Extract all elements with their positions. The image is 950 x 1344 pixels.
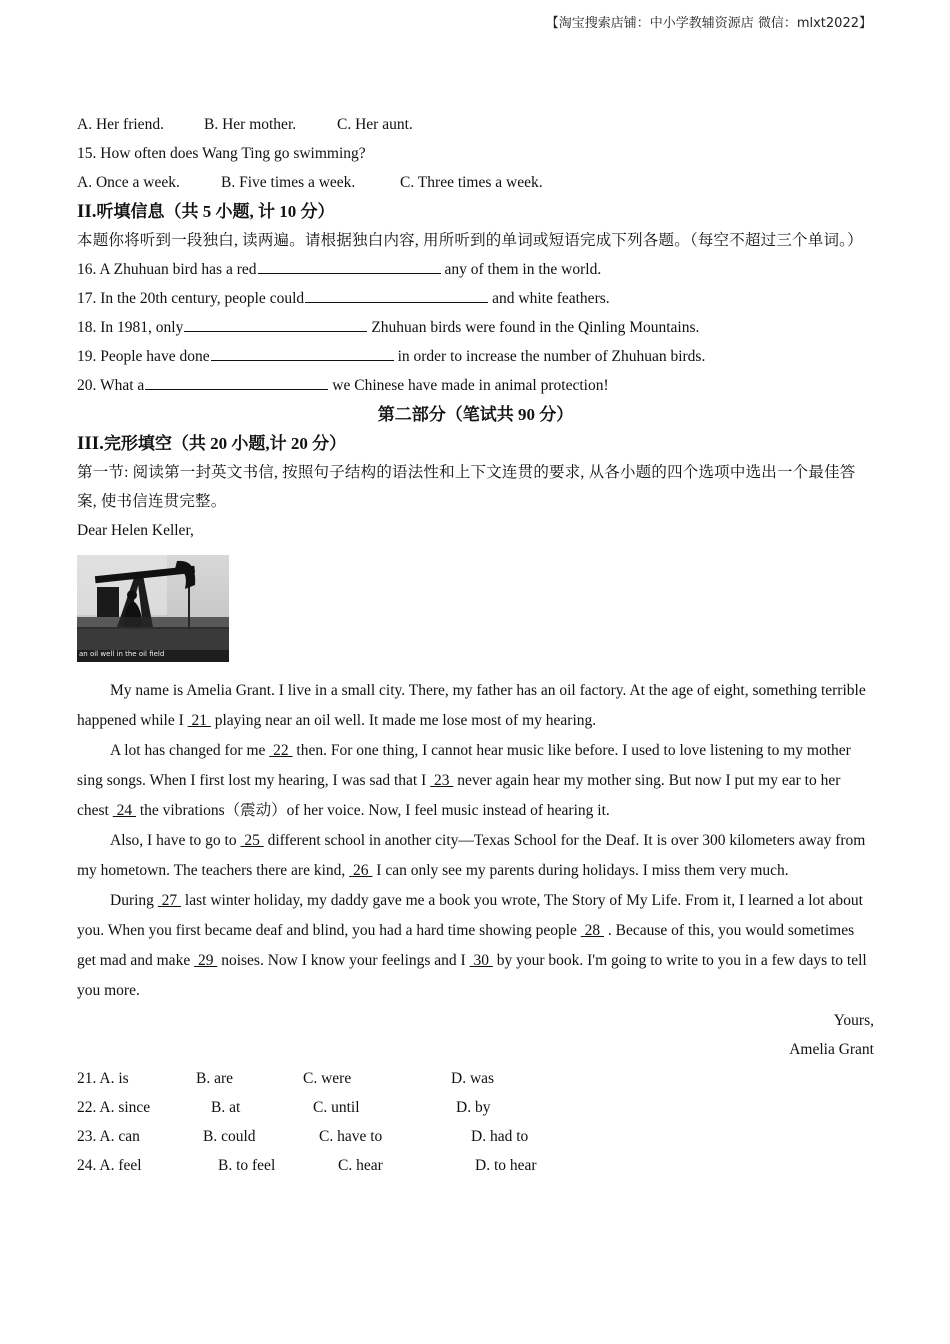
choice-d[interactable]: D. was bbox=[451, 1070, 495, 1087]
blank-21[interactable]: 21 bbox=[187, 712, 211, 729]
answer-blank[interactable] bbox=[211, 346, 394, 361]
choice-d[interactable]: D. by bbox=[456, 1099, 491, 1116]
option-a: A. Once a week. bbox=[77, 174, 180, 191]
oil-well-photo bbox=[77, 555, 229, 662]
fill-item-16: 16. A Zhuhuan bird has a red any of them in the world. bbox=[77, 261, 602, 278]
choice-row-22 bbox=[77, 1093, 874, 1122]
choice-c[interactable]: C. until bbox=[313, 1099, 360, 1116]
choice-a[interactable]: 21. A. is bbox=[77, 1070, 129, 1087]
letter-paragraph-2: A lot has changed for me 22 then. For one thing, I cannot hear music like before. I used to love listening to my mother sing songs. When I first lost my hearing, I was sad that I 23 never again hear my mother sing. But now I put my ear to her chest 24 the vibrations（震动）of her voice. Now, I feel music instead of hearing it. bbox=[77, 742, 851, 819]
q15-question: 15. How often does Wang Ting go swimming? bbox=[77, 145, 366, 162]
choice-c[interactable]: C. have to bbox=[319, 1128, 383, 1145]
blank-27[interactable]: 27 bbox=[157, 892, 182, 909]
photo-caption: an oil well in the oil field bbox=[79, 650, 165, 658]
letter-closing: Yours, bbox=[833, 1012, 874, 1029]
choice-row-23 bbox=[77, 1122, 874, 1151]
option-c: C. Her aunt. bbox=[337, 116, 413, 133]
blank-22[interactable]: 22 bbox=[269, 742, 293, 759]
blank-29[interactable]: 29 bbox=[194, 952, 218, 969]
section-2-instruction: 本题你将听到一段独白, 读两遍。请根据独白内容, 用所听到的单词或短语完成下列各题。（每空不超过三个单词。） bbox=[77, 232, 863, 249]
page-header: 【淘宝搜索店铺：中小学教辅资源店 微信：mlxt2022】 bbox=[545, 16, 872, 31]
choice-b[interactable]: B. at bbox=[211, 1099, 241, 1116]
option-a: A. Her friend. bbox=[77, 116, 164, 133]
letter-paragraph-4: During 27 last winter holiday, my daddy gave me a book you wrote, The Story of My Life. From it, I learned a lot about you. When you first became deaf and blind, you had a hard time showing people 28 . Because of this, you would sometimes get mad and make 29 noises. Now I know your feelings and I 30 by your book. I'm going to write to you in a few days to tell you more. bbox=[77, 892, 867, 999]
section-2-heading bbox=[77, 197, 874, 226]
section-3-title: 完形填空（共 20 小题,计 20 分） bbox=[103, 434, 347, 453]
exam-content bbox=[77, 110, 874, 1180]
q14-options bbox=[77, 110, 874, 139]
blank-25[interactable]: 25 bbox=[240, 832, 264, 849]
choice-row-21 bbox=[77, 1064, 874, 1093]
q15-options bbox=[77, 168, 874, 197]
choice-d[interactable]: D. had to bbox=[471, 1128, 529, 1145]
choice-c[interactable]: C. were bbox=[303, 1070, 352, 1087]
blank-24[interactable]: 24 bbox=[112, 802, 136, 819]
answer-blank[interactable] bbox=[258, 259, 441, 274]
letter-paragraph-3: Also, I have to go to 25 different school in another city—Texas School for the Deaf. It is over 300 kilometers away from my hometown. The teachers there are kind, 26 I can only see my parents during holidays. I miss them very much. bbox=[77, 832, 866, 879]
blank-23[interactable]: 23 bbox=[430, 772, 454, 789]
choice-a[interactable]: 22. A. since bbox=[77, 1099, 151, 1116]
answer-blank[interactable] bbox=[184, 317, 367, 332]
blank-28[interactable]: 28 bbox=[580, 922, 605, 939]
choice-b[interactable]: B. could bbox=[203, 1128, 256, 1145]
option-c: C. Three times a week. bbox=[400, 174, 543, 191]
choice-b[interactable]: B. are bbox=[196, 1070, 234, 1087]
section-3-instruction: 第一节: 阅读第一封英文书信, 按照句子结构的语法性和上下文连贯的要求, 从各小题的四个选项中选出一个最佳答案, 使书信连贯完整。 bbox=[77, 464, 856, 510]
choice-a[interactable]: 24. A. feel bbox=[77, 1157, 142, 1174]
section-2-roman: II. bbox=[77, 201, 97, 222]
option-b: B. Five times a week. bbox=[221, 174, 356, 191]
section-3-heading bbox=[77, 429, 874, 458]
section-3-roman: III. bbox=[77, 433, 104, 454]
part-2-title: 第二部分（笔试共 90 分） bbox=[377, 405, 574, 424]
blank-26[interactable]: 26 bbox=[349, 862, 373, 879]
fill-item-19: 19. People have done in order to increase the number of Zhuhuan birds. bbox=[77, 348, 706, 365]
fill-item-18: 18. In 1981, only Zhuhuan birds were found in the Qinling Mountains. bbox=[77, 319, 700, 336]
option-b: B. Her mother. bbox=[204, 116, 297, 133]
choice-a[interactable]: 23. A. can bbox=[77, 1128, 140, 1145]
choice-c[interactable]: C. hear bbox=[338, 1157, 383, 1174]
letter-paragraph-1: My name is Amelia Grant. I live in a small city. There, my father has an oil factory. At the age of eight, something terrible happened while I 21 playing near an oil well. It made me lose most of my hearing. bbox=[77, 682, 866, 729]
fill-item-17: 17. In the 20th century, people could and white feathers. bbox=[77, 290, 610, 307]
answer-blank[interactable] bbox=[145, 375, 328, 390]
answer-blank[interactable] bbox=[305, 288, 488, 303]
letter-greeting: Dear Helen Keller, bbox=[77, 522, 194, 539]
choice-row-24 bbox=[77, 1151, 874, 1180]
section-2-title: 听填信息（共 5 小题, 计 10 分） bbox=[96, 202, 335, 221]
letter-signature: Amelia Grant bbox=[789, 1041, 874, 1058]
fill-item-20: 20. What a we Chinese have made in animal protection! bbox=[77, 377, 609, 394]
choice-d[interactable]: D. to hear bbox=[475, 1157, 537, 1174]
choice-b[interactable]: B. to feel bbox=[218, 1157, 276, 1174]
blank-30[interactable]: 30 bbox=[469, 952, 493, 969]
